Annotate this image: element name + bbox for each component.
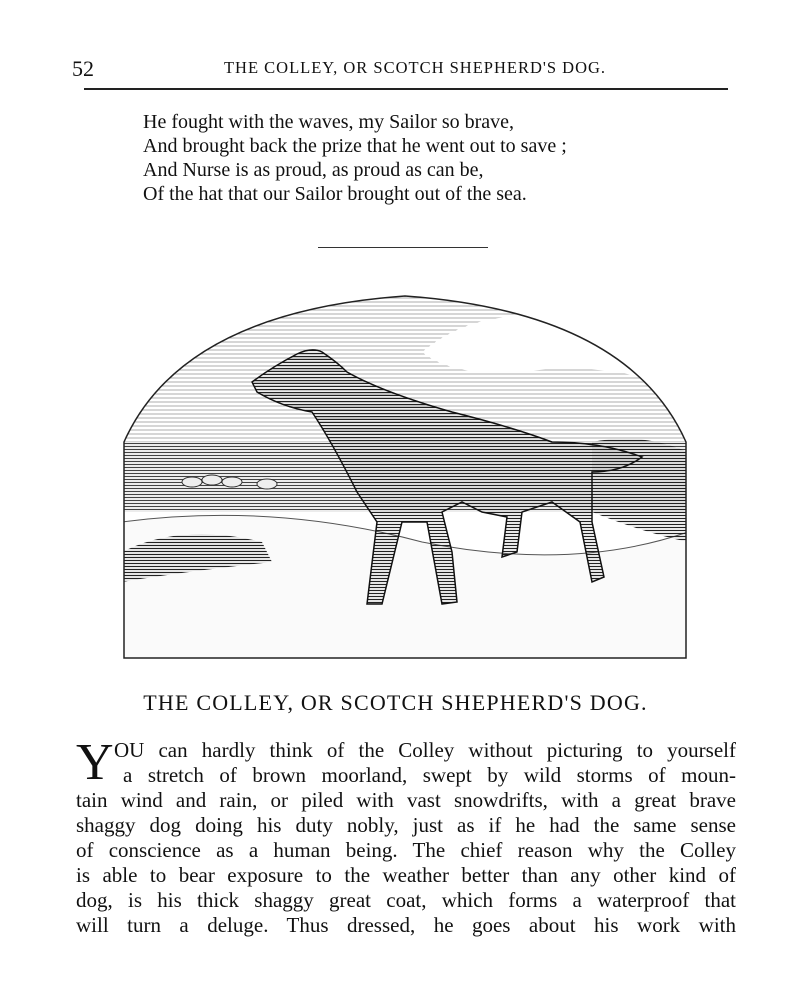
section-title: THE COLLEY, OR SCOTCH SHEPHERD'S DOG. <box>143 690 648 715</box>
poem-line: He fought with the waves, my Sailor so brave, <box>143 111 515 133</box>
poem-line: Of the hat that our Sailor brought out of the sea. <box>143 183 527 205</box>
body-paragraph <box>76 734 736 938</box>
text-line: is able to bear exposure to the weather better than any other kind of <box>76 863 736 887</box>
page-number: 52 <box>72 56 94 81</box>
drop-cap: Y <box>76 734 114 791</box>
text-line: OU can hardly think of the Colley without picturing to yourself <box>114 738 736 762</box>
section-divider <box>318 247 488 248</box>
poem-stanza <box>143 110 567 206</box>
text-line: shaggy dog doing his duty nobly, just as if he had the same sense <box>76 813 736 837</box>
text-line: tain wind and rain, or piled with vast snowdrifts, with a great brave <box>76 788 736 812</box>
text-line: dog, is his thick shaggy great coat, which forms a waterproof that <box>76 888 736 912</box>
text-line: of conscience as a human being. The chief reason why the Colley <box>76 838 736 862</box>
running-title: THE COLLEY, OR SCOTCH SHEPHERD'S DOG. <box>223 58 607 77</box>
text-line: a stretch of brown moorland, swept by wild storms of moun- <box>123 763 736 787</box>
text-line: will turn a deluge. Thus dressed, he goes about his work with <box>76 913 736 937</box>
poem-line: And Nurse is as proud, as proud as can be, <box>143 159 484 181</box>
poem-line: And brought back the prize that he went out to save ; <box>143 135 567 157</box>
colley-dog-engraving <box>122 292 688 662</box>
header-rule <box>84 88 728 90</box>
